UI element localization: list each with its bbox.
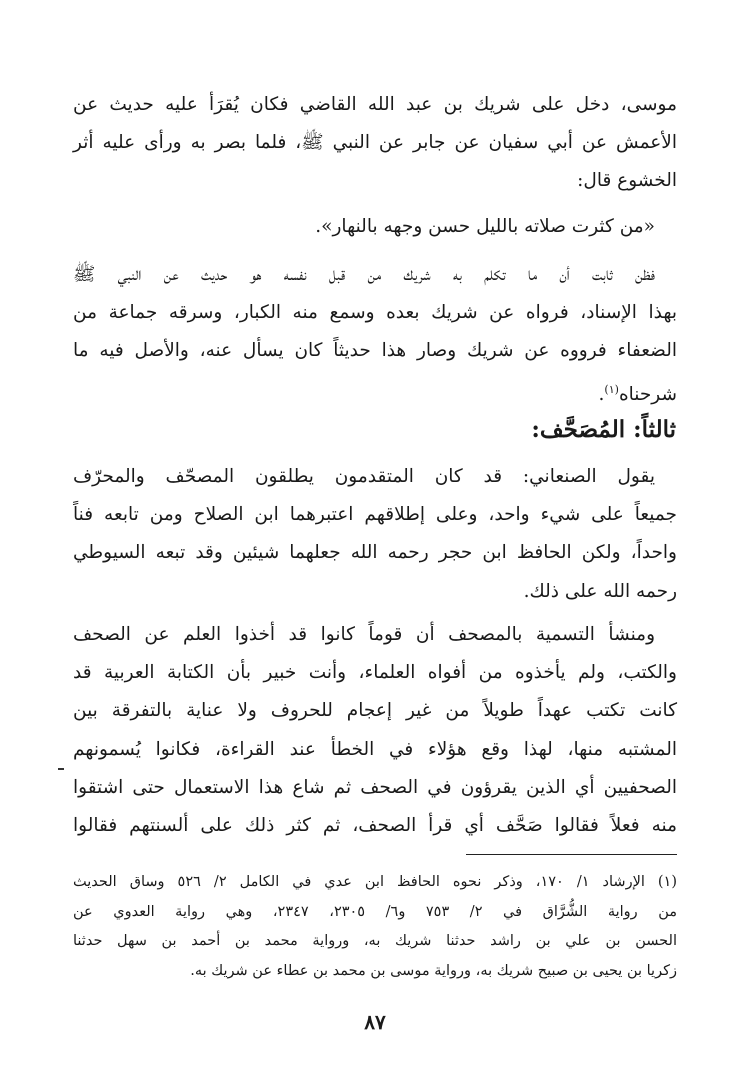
paragraph-line: موسى، دخل على شريك بن عبد الله القاضي فكان يُقرَأ عليه حديث عن [73, 94, 677, 115]
paragraph-line: ومنشأ التسمية بالمصحف أن قوماً كانوا قد أخذوا العلم عن الصحف [73, 624, 655, 645]
footnote-1 [73, 868, 677, 986]
paragraph-line: والكتب، ولم يأخذوه من أفواه العلماء، وأنت خبير بأن الكتابة العربية قد [73, 662, 677, 684]
paragraph-line: منه فعلاً فقالوا صَحَّف أي قرأ الصحف، ثم كثر ذلك على ألسنتهم فقالوا [73, 815, 677, 837]
paragraph-line: كانت تكتب عهداً طويلاً من غير إعجام للحروف ولا عناية بالتفرقة بين [73, 700, 677, 722]
paragraph-line: الخشوع قال: [577, 170, 677, 192]
quote-text: «من كثرت صلاته بالليل حسن وجهه بالنهار». [315, 216, 655, 237]
footnote-reference[interactable]: (١) [604, 382, 619, 396]
footnote-divider [466, 854, 677, 855]
paragraph-1 [73, 86, 677, 201]
paragraph-line: بهذا الإسناد، فرواه عن شريك بعده وسمع منه الكبار، وسرقه جماعة من [73, 302, 677, 324]
footnote-line: الحسن بن علي بن راشد حدثنا شريك به، ورواية محمد بن أحمد بن سهل حدثنا [73, 933, 677, 949]
paragraph-line: الأعمش عن أبي سفيان عن جابر عن النبي ﷺ، فلما بصر به ورأى عليه أثر [73, 132, 677, 154]
paragraph-line: المشتبه منها، لهذا وقع هؤلاء في الخطأ عند القراءة، فكانوا يُسمونهم [73, 738, 677, 760]
paragraph-line: يقول الصنعاني: قد كان المتقدمون يطلقون المصحّف والمحرّف [73, 466, 655, 487]
paragraph-line: فظن ثابت أن ما تكلم به شريك من قبل نفسه هو حديث عن النبي ﷺ [73, 264, 655, 285]
paragraph-line: الصحفيين أي الذين يقرؤون في الصحف ثم شاع هذا الاستعمال حتى اشتقوا [73, 776, 677, 798]
footnote-line: زكريا بن يحيى بن صبيح شريك به، ورواية موسى بن محمد بن عطاء عن شريك به. [190, 962, 677, 979]
footnote-line: (١) الإرشاد ١/ ١٧٠، وذكر نحوه الحافظ ابن عدي في الكامل ٢/ ٥٢٦ وساق الحديث [73, 874, 678, 890]
paragraph-3 [73, 458, 677, 611]
paragraph-4 [73, 616, 677, 845]
paragraph-line: جميعاً على شيء واحد، وعلى إطلاقهم اعتبرهما ابن الصلاح ومن تابعه فناً [73, 504, 677, 526]
footnote-line: من رواية الشُّرَّاق في ٢/ ٧٥٣ و٦/ ٢٣٠٥، ٢٣٤٧، وهي رواية العدوي عن [73, 903, 678, 920]
hadith-quote [73, 208, 677, 246]
paragraph-line-text: شرحناه [618, 383, 677, 405]
paragraph-line: رحمه الله على ذلك. [523, 580, 677, 602]
paragraph-2 [73, 256, 677, 414]
paragraph-line [73, 371, 677, 414]
section-heading: ثالثاً: المُصَحَّف: [531, 416, 676, 443]
paragraph-line: واحداً، ولكن الحافظ ابن حجر رحمه الله جعلهما شيئين وقد تبعه السيوطي [73, 542, 677, 564]
margin-mark [58, 768, 64, 770]
sentence-end: . [598, 383, 605, 405]
page-number: ٨٧ [364, 1010, 386, 1034]
paragraph-line: الضعفاء فرووه عن شريك وصار هذا حديثاً كان يسأل عنه، والأصل فيه ما [73, 340, 677, 362]
